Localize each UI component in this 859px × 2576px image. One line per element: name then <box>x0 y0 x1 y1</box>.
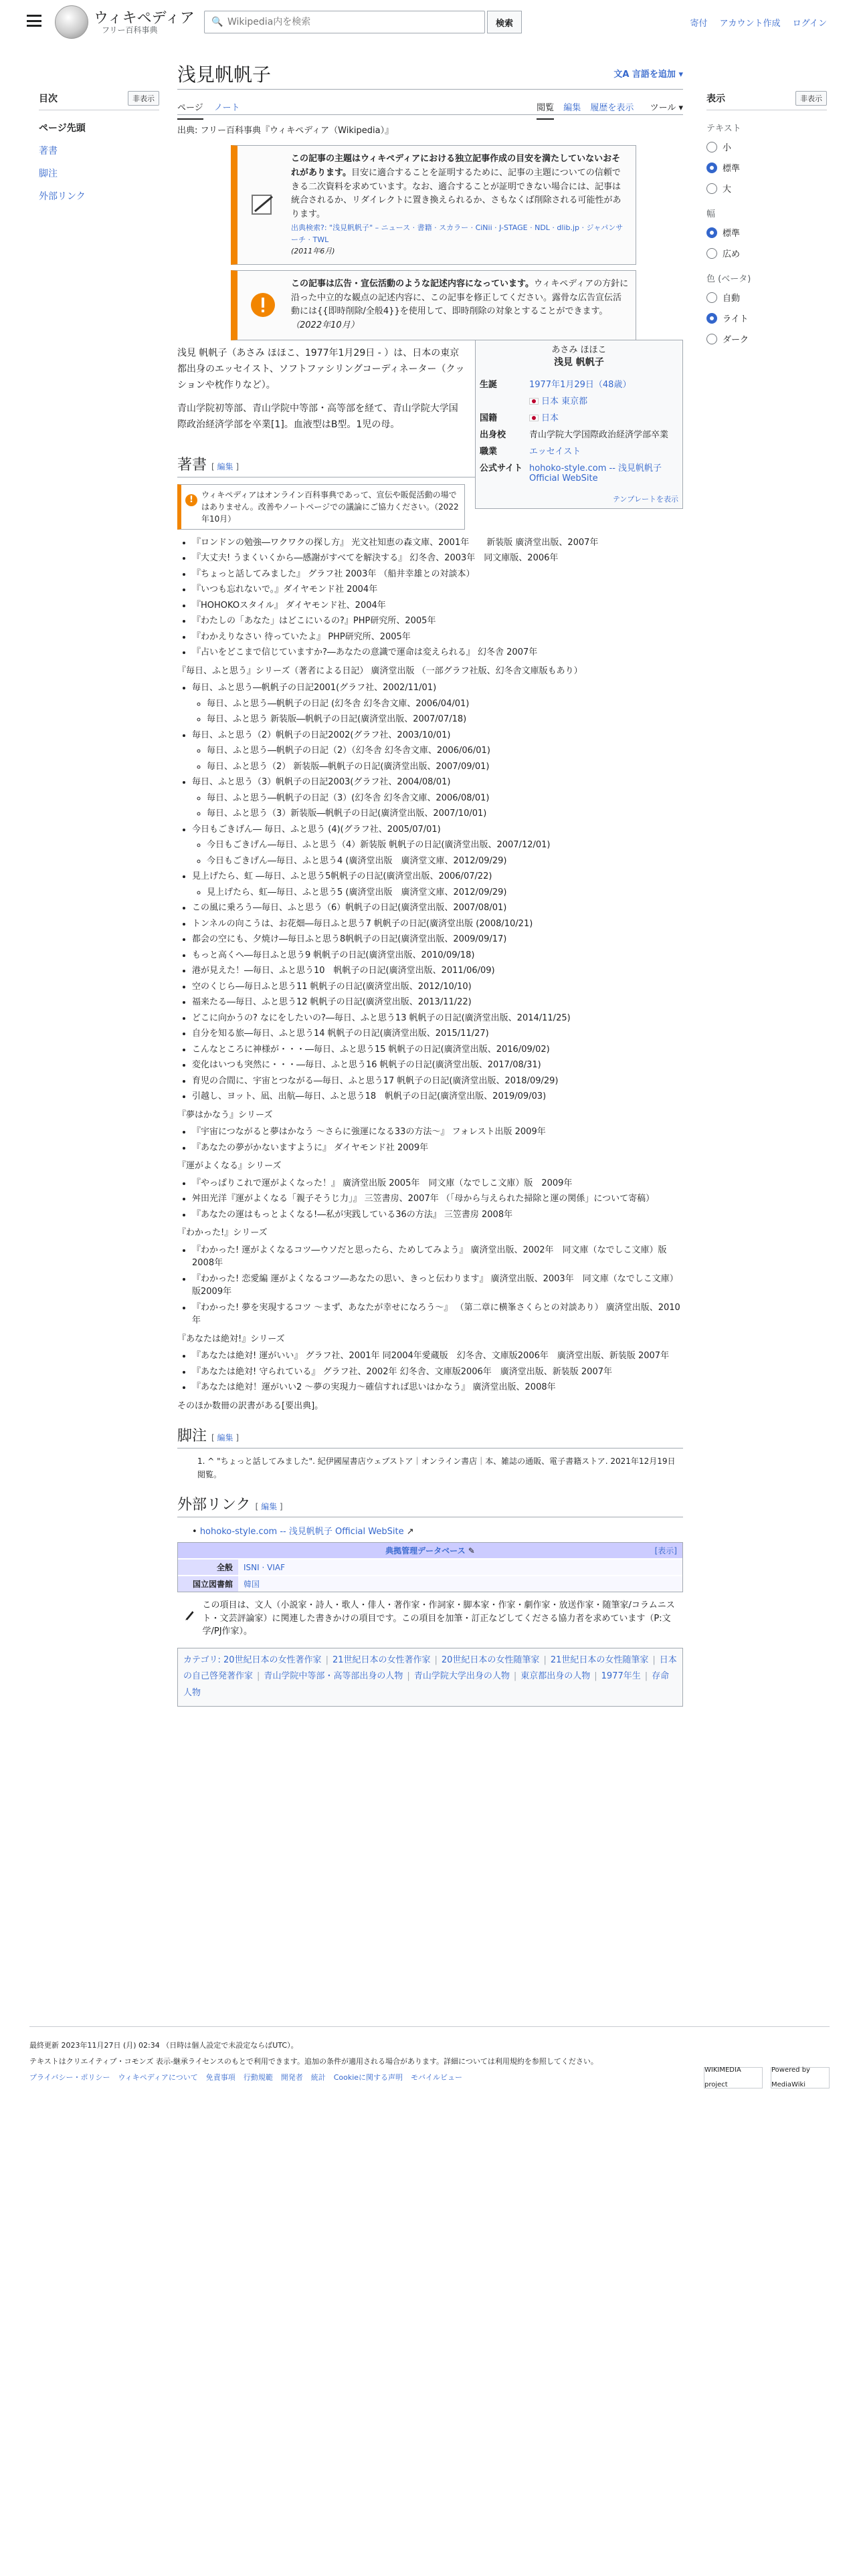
category-link[interactable]: 1977年生 <box>601 1671 641 1682</box>
create-account-link[interactable]: アカウント作成 <box>719 19 781 29</box>
translate-icon: 文A <box>613 70 632 80</box>
book-item: • 『わかえりなさい 待っていたよ』 PHP研究所、2005年 <box>192 631 683 644</box>
toc-sidebar <box>39 91 159 212</box>
lead-section <box>177 346 465 433</box>
infobox-school[interactable]: 青山学院大学国際政治経済学部卒業 <box>529 429 669 440</box>
width-label: 幅 <box>706 209 716 219</box>
closing-note: そのほか数冊の訳書がある[要出典]。 <box>177 1400 324 1411</box>
book-item: • 育児の合間に、宇宙とつながる―毎日、ふと思う17 帆帆子の日記(廣済堂出版、2018/09/29) <box>192 1075 683 1088</box>
infobox-occupation[interactable]: エッセイスト <box>529 446 581 457</box>
books-list: • 『ロンドンの勉強―ワクワクの探し方』 光文社知恵の森文庫、2001年 新装版 廣済堂出版、2007年 • 『大丈夫! うまくいくから―感謝がすべてを解決する』 幻冬舎、2003年 同文庫版、2006年 • 『ちょっと話してみました』 グラフ社 2003年 （船井幸雄との対談本） • 『いつも忘れないで。』ダイヤモンド社 2004年 • 『HOHOKOスタイル』 ダイヤモンド社、2004年 • 『わたしの「あなた」はどこにいるの?』PHP研究所、2005年 • 『わかえりなさい 待っていたよ』 PHP研究所、2005年 • 『占いをどこまで信じていますか?―あなたの意識で運命は変えられる』 幻冬舎 2007年 『毎日、ふと思う』シリーズ（著者による日記） 廣済堂出版 （一部グラフ社版、幻冬舎文庫版もあり） • 毎日、ふと思う―帆帆子の日記2001(グラフ社、2002/11/01) ◦ 毎日、ふと思う―帆帆子の日記 (幻冬舎 幻冬舎文庫、2006/04/01) ◦ 毎日、ふと思う 新装版―帆帆子の日記(廣済堂出版、2007/07/18) • 毎日、ふと思う（2）帆帆子の日記2002(グラフ社、2003/10/01) ◦ 毎日、ふと思う―帆帆子の日記（2）（幻冬舎 幻冬舎文庫、2006/06/01) ◦ 毎日、ふと思う（2） 新装版―帆帆子の日記(廣済堂出版、2007/09/01) • 毎日、ふと思う（3）帆帆子の日記2003(グラフ社、2004/08/01) ◦ 毎日、ふと思う―帆帆子の日記（3）(幻冬舎 幻冬舎文庫、2006/08/01) ◦ 毎日、ふと思う（3）新装版―帆帆子の日記(廣済堂出版、2007/10/01) • 今日もごきげん― 毎日、ふと思う (4)(グラフ社、2005/07/01) ◦ 今日もごきげん―毎日、ふと思う（4）新装版 帆帆子の日記(廣済堂出版、2007/12/01) ◦ 今日もごきげん―毎日、ふと思う4 (廣済堂出版 廣済堂文庫、2012/09/29) • 見上げたら、虹 ―毎日、ふと思う5帆帆子の日記(廣済堂出版、2006/07/22) ◦ 見上げたら、虹―毎日、ふと思う5 (廣済堂出版 廣済堂文庫、2012/09/29) • この風に乗ろう―毎日、ふと思う（6）帆帆子の日記(廣済堂出版、2007/08/01) • トンネルの向こうは、お花畑―毎日ふと思う7 帆帆子の日記(廣済堂出版 (2008/10/21) • 都会の空にも、夕焼け―毎日ふと思う8帆帆子の日記(廣済堂出版、2009/09/17) • もっと高くへ―毎日ふと思う9 帆帆子の日記(廣済堂出版、2010/09/18) • 港が見えた！―毎日、ふと思う10 帆帆子の日記(廣済堂出版、2011/06/09) • 空のくじら―毎日ふと思う11 帆帆子の日記(廣済堂出版、2012/10/10) • 福来たる―毎日、ふと思う12 帆帆子の日記(廣済堂出版、2013/11/22) • どこに向かうの? なにをしたいの?―毎日、ふと思う13 帆帆子の日記(廣済堂出版、2014/11/25) • 自分を知る旅―毎日、ふと思う14 帆帆子の日記(廣済堂出版、2015/11/27) • こんなところに神様が・・・―毎日、ふと思う15 帆帆子の日記(廣済堂出版、2016/09/02) • 変化はいつも突然に・・・―毎日、ふと思う16 帆帆子の日記(廣済堂出版、2017/08/31) • 育児の合間に、宇宙とつながる―毎日、ふと思う17 帆帆子の日記(廣済堂出版、2018/09/29) • 引越し、ヨット、凪、出航―毎日、ふと思う18 帆帆子の日記(廣済堂出版、2019/09/03) 『夢はかなう』シリーズ • 『宇宙につながると夢はかなう 〜さらに強運になる33の方法〜』 フォレスト出版 2009年 • 『あなたの夢がかないますように』 ダイヤモンド社 2009年 『運がよくなる』シリーズ • 『やっぱりこれで運がよくなった！』 廣済堂出版 2005年 同文庫（なでしこ文庫）版 2009年 • 舛田光洋『運がよくなる「親子そうじ力」』 三笠書房、2007年 （「母から与えられた掃除と運の関係」について寄稿） • 『あなたの運はもっとよくなる!―私が実践している36の方法』 三笠書房 2008年 『わかった!』シリーズ • 『わかった! 運がよくなるコツ―ウソだと思ったら、ためしてみよう』 廣済堂出版、2002年 同文庫（なでしこ文庫）版2008年 • 『わかった! 恋愛編 運がよくなるコツ―あなたの思い、きっと伝わります』 廣済堂出版、2003年 同文庫（なでしこ文庫）版2009年 • 『わかった! 夢を実現するコツ ～まず、あなたが幸せになろう～』 （第二章に横峯さくらとの対談あり） 廣済堂出版、2010年 『あなたは絶対!』シリーズ • 『あなたは絶対! 運がいい』 グラフ社、2001年 同2004年愛蔵版 幻冬舎、文庫版2006年 廣済堂出版、新装版 2007年 • 『あなたは絶対! 守られている』 グラフ社、2002年 幻冬舎、文庫版2006年 廣済堂出版、新装版 2007年 • 『あなたは絶対！運がいい2 〜夢の実現力〜確信すれば思いはかなう』 廣済堂出版、2008年 そのほか数冊の訳書がある[要出典]。 <box>177 536 683 1413</box>
width-wide[interactable]: 広め <box>706 247 827 259</box>
book-item: • 『わかった! 夢を実現するコツ ～まず、あなたが幸せになろう～』 （第二章に横峯さくらとの対談あり） 廣済堂出版、2010年 <box>192 1301 683 1327</box>
warning-icon <box>250 292 276 318</box>
width-standard[interactable]: 標準 <box>706 226 827 239</box>
appearance-sidebar <box>706 91 827 353</box>
search-icon: 🔍 <box>211 17 223 27</box>
site-sub: 出典: フリー百科事典『ウィキペディア（Wikipedia）』 <box>177 126 394 136</box>
category-separator: | <box>652 1654 656 1665</box>
book-item: • どこに向かうの? なにをしたいの?―毎日、ふと思う13 帆帆子の日記(廣済堂出版、2014/11/25) <box>192 1012 683 1025</box>
wikipedia-globe-logo[interactable] <box>55 5 88 39</box>
page-tabs <box>177 90 683 115</box>
book-item: • 見上げたら、虹 ―毎日、ふと思う5帆帆子の日記(廣済堂出版、2006/07/22) ◦ 見上げたら、虹―毎日、ふと思う5 (廣済堂出版 廣済堂文庫、2012/09/29) <box>192 870 683 899</box>
category-link[interactable]: 青山学院大学出身の人物 <box>413 1671 510 1682</box>
book-item: • 『あなたの夢がかないますように』 ダイヤモンド社 2009年 <box>192 1142 683 1155</box>
edit-icon: ✎ <box>468 1546 475 1556</box>
personal-tools <box>680 16 827 29</box>
logo-subtitle: フリー百科事典 <box>102 25 158 35</box>
book-sub-item: ◦ 毎日、ふと思う（3）新装版―帆帆子の日記(廣済堂出版、2007/10/01) <box>207 807 683 821</box>
book-sub-item: ◦ 今日もごきげん―毎日、ふと思う（4）新装版 帆帆子の日記(廣済堂出版、2007/12/01) <box>207 839 683 852</box>
toc-item-top[interactable]: ページ先頭 <box>39 123 86 134</box>
book-item: • トンネルの向こうは、お花畑―毎日ふと思う7 帆帆子の日記(廣済堂出版 (2008/10/21) <box>192 918 683 931</box>
search-box <box>204 11 485 33</box>
color-light[interactable]: ライト <box>706 312 827 324</box>
authority-control: 典拠管理データベース ✎ [表示] 全般 ISNI · VIAF 国立図書館 韓国 <box>177 1542 683 1592</box>
book-sub-item: ◦ 今日もごきげん―毎日、ふと思う4 (廣済堂出版 廣済堂文庫、2012/09/29) <box>207 855 683 868</box>
book-item: • 『あなたの運はもっとよくなる!―私が実践している36の方法』 三笠書房 2008年 <box>192 1208 683 1222</box>
login-link[interactable]: ログイン <box>792 19 827 29</box>
footer-link[interactable]: 統計 <box>310 2073 326 2082</box>
book-item: • 『あなたは絶対! 運がいい』 グラフ社、2001年 同2004年愛蔵版 幻冬舎、文庫版2006年 廣済堂出版、新装版 2007年 <box>192 1350 683 1363</box>
japan-flag-icon <box>529 398 539 405</box>
book-item: • 変化はいつも突然に・・・―毎日、ふと思う16 帆帆子の日記(廣済堂出版、2017/08/31) <box>192 1059 683 1072</box>
category-link[interactable]: 日本の自己啓発著作家 <box>183 1654 677 1682</box>
authority-national[interactable]: 韓国 <box>238 1576 682 1592</box>
tab-read[interactable]: 閲覧 <box>537 103 554 120</box>
books-edit-link[interactable]: 編集 <box>217 461 233 471</box>
book-item: • 『ロンドンの勉強―ワクワクの探し方』 光文社知恵の森文庫、2001年 新装版 廣済堂出版、2007年 <box>192 536 683 550</box>
logo-title[interactable]: ウィキペディア <box>94 10 195 27</box>
book-item: • 空のくじら―毎日ふと思う11 帆帆子の日記(廣済堂出版、2012/10/10) <box>192 980 683 994</box>
tab-talk[interactable]: ノート <box>213 103 240 113</box>
toc-item-refs[interactable]: 脚注 <box>39 169 58 179</box>
category-separator: | <box>325 1654 328 1665</box>
appearance-hide-button[interactable]: 非表示 <box>795 91 827 106</box>
donate-link[interactable]: 寄付 <box>690 19 708 29</box>
book-item: • 『あなたは絶対! 守られている』 グラフ社、2002年 幻冬舎、文庫版2006年 廣済堂出版、新装版 2007年 <box>192 1366 683 1379</box>
category-separator: | <box>434 1654 438 1665</box>
color-label: 色 (ベータ) <box>706 274 751 284</box>
category-link[interactable]: 20世紀日本の女性著作家 <box>223 1654 322 1665</box>
toc-item-external[interactable]: 外部リンク <box>39 191 86 202</box>
search-button[interactable]: 検索 <box>487 11 522 33</box>
book-item: • 都会の空にも、夕焼け―毎日ふと思う8帆帆子の日記(廣済堂出版、2009/09/17) <box>192 933 683 946</box>
book-item: • もっと高くへ―毎日ふと思う9 帆帆子の日記(廣済堂出版、2010/09/18) <box>192 949 683 962</box>
warning-icon: ! <box>185 494 197 506</box>
pen-icon <box>184 1603 195 1627</box>
official-site-link[interactable]: hohoko-style.com -- 浅見帆帆子 Official WebSite <box>199 1526 404 1537</box>
book-item: • 『いつも忘れないで。』ダイヤモンド社 2004年 <box>192 583 683 597</box>
book-item: • 『HOHOKOスタイル』 ダイヤモンド社、2004年 <box>192 599 683 613</box>
category-separator: | <box>543 1654 547 1665</box>
appearance-title: 表示 <box>706 94 725 104</box>
infobox: あさみ ほほこ 浅見 帆帆子 生誕 1977年1月29日（48歳） 日本 東京都 国籍 日本 出身校 青山学院大学国際政治経済学部卒業 職業 エッセイスト 公式サイト hohoko-style.com -- 浅見帆帆子 Official WebSite テンプレートを表示 <box>475 340 683 509</box>
text-size-label: テキスト <box>706 124 741 134</box>
text-size-standard[interactable]: 標準 <box>706 161 827 174</box>
book-item: • 港が見えた！―毎日、ふと思う10 帆帆子の日記(廣済堂出版、2011/06/09) <box>192 964 683 978</box>
infobox-nationality[interactable]: 日本 <box>541 413 559 423</box>
book-item: • 『わかった! 運がよくなるコツ―ウソだと思ったら、ためしてみよう』 廣済堂出版、2002年 同文庫（なでしこ文庫）版2008年 <box>192 1244 683 1270</box>
book-sub-item: ◦ 毎日、ふと思う―帆帆子の日記（2）（幻冬舎 幻冬舎文庫、2006/06/01) <box>207 744 683 758</box>
book-item: • 引越し、ヨット、凪、出航―毎日、ふと思う18 帆帆子の日記(廣済堂出版、2019/09/03) <box>192 1090 683 1103</box>
notability-icon <box>250 191 276 218</box>
book-item: • 『わかった! 恋愛編 運がよくなるコツ―あなたの思い、きっと伝わります』 廣済堂出版、2003年 同文庫（なでしこ文庫）版2009年 <box>192 1273 683 1299</box>
book-sub-item: ◦ 毎日、ふと思う―帆帆子の日記 (幻冬舎 幻冬舎文庫、2006/04/01) <box>207 697 683 711</box>
category-separator: | <box>513 1671 517 1682</box>
tab-tools[interactable]: ツール ▾ <box>650 103 683 113</box>
refs-edit-link[interactable]: 編集 <box>217 1433 233 1443</box>
category-link[interactable]: 東京都出身の人物 <box>520 1671 591 1682</box>
category-link[interactable]: 21世紀日本の女性著作家 <box>332 1654 431 1665</box>
color-dark[interactable]: ダーク <box>706 332 827 345</box>
tab-edit[interactable]: 編集 <box>563 103 581 113</box>
book-sub-item: ◦ 毎日、ふと思う（2） 新装版―帆帆子の日記(廣済堂出版、2007/09/01) <box>207 760 683 774</box>
mediawiki-badge[interactable]: Powered by MediaWiki <box>771 2067 830 2088</box>
books-ad-notice: ! ウィキペディアはオンライン百科事典であって、宣伝や販促活動の場ではありません。改善やノートページでの議論にご協力ください。（2022年10月） <box>177 484 465 530</box>
tab-page[interactable]: ページ <box>177 103 203 120</box>
footer-link[interactable]: 行動規範 <box>243 2073 273 2082</box>
book-sub-item: ◦ 見上げたら、虹―毎日、ふと思う5 (廣済堂出版 廣済堂文庫、2012/09/29) <box>207 886 683 899</box>
book-item: • 『あなたは絶対！運がいい2 〜夢の実現力〜確信すれば思いはかなう』 廣済堂出版、2008年 <box>192 1381 683 1394</box>
stub-notice: この項目は、文人（小説家・詩人・歌人・俳人・著作家・作詞家・脚本家・作家・劇作家・放送作家・随筆家/コラムニスト・文芸評論家）に関連した書きかけの項目です。この項目を加筆・訂正などしてくださる協力者を求めています（P:文学/PJ作家）。 <box>184 1599 683 1638</box>
toc-item-books[interactable]: 著書 <box>39 146 58 156</box>
footer-link[interactable]: ウィキペディアについて <box>118 2073 198 2082</box>
infobox-kana: あさみ ほほこ <box>551 345 607 355</box>
external-edit-link[interactable]: 編集 <box>261 1501 278 1511</box>
book-item: • こんなところに神様が・・・―毎日、ふと思う15 帆帆子の日記(廣済堂出版、2016/09/02) <box>192 1043 683 1057</box>
book-item: • 舛田光洋『運がよくなる「親子そうじ力」』 三笠書房、2007年 （「母から与えられた掃除と運の関係」について寄稿） <box>192 1192 683 1206</box>
authority-toggle[interactable]: [表示] <box>654 1546 677 1556</box>
footer-link[interactable]: 免責事項 <box>205 2073 235 2082</box>
advertising-notice: この記事は広告・宣伝活動のような記述内容になっています。ウィキペディアの方針に沿った中立的な観点の記述内容に、この記事を修正してください。露骨な広告宣伝活動には{{即時削除/全般4}}を使用して、即時削除の対象とすることができます。（2022年10月） <box>231 270 636 340</box>
external-heading: 外部リンク [ 編集 ] <box>177 1493 683 1517</box>
category-separator: | <box>407 1671 410 1682</box>
authority-title[interactable]: 典拠管理データベース <box>385 1546 466 1556</box>
license-text: テキストはクリエイティブ・コモンズ 表示-継承ライセンスのもとで利用できます。追加の条件が適用される場合があります。詳細については利用規約を参照してください。 <box>29 2057 598 2066</box>
book-item: • 『やっぱりこれで運がよくなった！』 廣済堂出版 2005年 同文庫（なでしこ文庫）版 2009年 <box>192 1177 683 1190</box>
toc-hide-button[interactable]: 非表示 <box>128 91 159 106</box>
text-size-large[interactable]: 大 <box>706 182 827 195</box>
lead-paragraph-2: 青山学院初等部、青山学院中等部・高等部を経て、青山学院大学国際政治経済学部を卒業[1]。血液型はB型。1児の母。 <box>177 403 458 431</box>
category-links <box>177 1648 683 1707</box>
book-sub-item: ◦ 毎日、ふと思う 新装版―帆帆子の日記(廣済堂出版、2007/07/18) <box>207 713 683 726</box>
lead-paragraph-1: 浅見 帆帆子（あさみ ほほこ、1977年1月29日 - ）は、日本の東京都出身のエッセイスト、ソフトファシリングコーディネーター（クッションや枕作りなど）。 <box>177 347 465 391</box>
refs-heading: 脚注 [ 編集 ] <box>177 1424 683 1448</box>
add-languages-button[interactable]: 文A 言語を追加 ▾ <box>613 70 683 80</box>
category-link[interactable]: 20世紀日本の女性随筆家 <box>441 1654 540 1665</box>
book-item: • 自分を知る旅―毎日、ふと思う14 帆帆子の日記(廣済堂出版、2015/11/27) <box>192 1027 683 1041</box>
book-item: • 『宇宙につながると夢はかなう 〜さらに強運になる33の方法〜』 フォレスト出版 2009年 <box>192 1125 683 1139</box>
book-item: • 今日もごきげん― 毎日、ふと思う (4)(グラフ社、2005/07/01) ◦ 今日もごきげん―毎日、ふと思う（4）新装版 帆帆子の日記(廣済堂出版、2007/12/01) ◦ 今日もごきげん―毎日、ふと思う4 (廣済堂出版 廣済堂文庫、2012/09/29) <box>192 823 683 868</box>
tab-history[interactable]: 履歴を表示 <box>590 103 634 113</box>
book-item: • 福来たる―毎日、ふと思う12 帆帆子の日記(廣済堂出版、2013/11/22) <box>192 996 683 1009</box>
footer-link[interactable]: 開発者 <box>280 2073 303 2082</box>
category-link[interactable]: 存命人物 <box>183 1671 670 1699</box>
infobox-birth[interactable]: 1977年1月29日（48歳） <box>529 379 632 390</box>
text-size-small[interactable]: 小 <box>706 140 827 153</box>
color-auto[interactable]: 自動 <box>706 291 827 304</box>
last-modified: 最終更新 2023年11月27日 (月) 02:34 （日時は個人設定で未設定ならばUTC）。 <box>29 2041 298 2050</box>
notability-notice: この記事の主題はウィキペディアにおける独立記事作成の目安を満たしていないおそれがあります。目安に適合することを証明するために、記事の主題についての信頼できる二次資料を求めています。なお、適合することが証明できない場合には、記事は統合されるか、リダイレクトに置き換えられるか、さもなくば削除される可能性があります。 出典検索?: "浅見帆帆子" – ニュース · 書籍 · スカラー · CiNii · J-STAGE · NDL · dlib.jp · ジャパンサーチ · TWL (2011年6月) <box>231 145 636 265</box>
footer-link[interactable]: Cookieに関する声明 <box>333 2073 403 2082</box>
menu-icon[interactable] <box>27 15 41 27</box>
category-separator: | <box>257 1671 260 1682</box>
book-sub-item: ◦ 毎日、ふと思う―帆帆子の日記（3）(幻冬舎 幻冬舎文庫、2006/08/01) <box>207 792 683 805</box>
show-template-link[interactable]: テンプレートを表示 <box>612 494 678 504</box>
search-input[interactable] <box>227 15 475 29</box>
book-item: • 毎日、ふと思う（3）帆帆子の日記2003(グラフ社、2004/08/01) ◦ 毎日、ふと思う―帆帆子の日記（3）(幻冬舎 幻冬舎文庫、2006/08/01) ◦ 毎日、ふと思う（3）新装版―帆帆子の日記(廣済堂出版、2007/10/01) <box>192 776 683 821</box>
page-title: 浅見帆帆子 <box>177 64 272 86</box>
book-item: • 『占いをどこまで信じていますか?―あなたの意識で運命は変えられる』 幻冬舎 2007年 <box>192 646 683 659</box>
infobox-name: 浅見 帆帆子 <box>554 357 604 368</box>
categories-label[interactable]: カテゴリ: <box>183 1654 221 1665</box>
category-separator: | <box>594 1671 597 1682</box>
authority-general[interactable]: ISNI · VIAF <box>238 1559 682 1576</box>
category-separator: | <box>644 1671 648 1682</box>
source-search-links[interactable]: 出典検索?: "浅見帆帆子" – ニュース · 書籍 · スカラー · CiNii · J-STAGE · NDL · dlib.jp · ジャパンサーチ · TWL <box>291 223 624 244</box>
article-content: 浅見帆帆子 文A 言語を追加 ▾ ページ ノート 閲覧 編集 履歴を表示 ツール ▾ 出典: フリー百科事典『ウィキペディア（Wikipedia）』 この記事の主題はウィキペディアにおける独立記事作成の目安を満たしていないおそれがあります。目安に適合することを証明するために、記事の主題についての信頼できる二次資料を求めています。なお、適合することが証明できない場合には、記事は統合されるか、リダイレクトに置き換えられるか、さもなくば削除される可能性があります。 出典検索?: "浅見帆帆子" – ニュース · 書籍 · スカラー · CiNii · J-STAGE · NDL · dlib.jp · ジャパンサーチ · TWL (2011年6月) この記事は広告・宣伝活動のような記述内容になっています。ウィキペディアの方針に沿った中立的な観点の記述内容に、この記事を修正してください。露骨な広告宣伝活動には{{即時削除/全般4}}を使用して、即時削除の対象とすることができます。（2022年10月） あさみ ほほこ 浅見 帆帆子 生誕 1977年1月29日（48歳） 日本 東京都 国籍 日本 出身校 青山学院大学国際政治経済学部卒業 職業 エッセイスト 公式サイト hohoko-style.com -- 浅見帆帆子 Official WebSite テンプレートを表示 浅見 帆帆子（あさみ ほほこ、1977年1月29日 - ）は、日本の東京都出身のエッセイスト、ソフトファシリングコーディネーター（クッションや枕作りなど）。 青山学院初等部、青山学院中等部・高等部を経て、青山学院大学国際政治経済学部を卒業[1]。血液型はB型。1児の母。 著書 [ 編集 ] ! ウィキペディアはオンライン百科事典であって、宣伝や販促活動の場ではありません。改善やノートページでの議論にご協力ください。（2022年10月） • 『ロンドンの勉強―ワクワクの探し方』 光文社知恵の森文庫、2001年 新装版 廣済堂出版、2007年 • 『大丈夫! うまくいくから―感謝がすべてを解決する』 幻冬舎、2003年 同文庫版、2006年 • 『ちょっと話してみました』 グラフ社 2003年 （船井幸雄との対談本） • 『いつも忘れないで。』ダイヤモンド社 2004年 • 『HOHOKOスタイル』 ダイヤモンド社、2004年 • 『わたしの「あなた」はどこにいるの?』PHP研究所、2005年 • 『わかえりなさい 待っていたよ』 PHP研究所、2005年 • 『占いをどこまで信じていますか?―あなたの意識で運命は変えられる』 幻冬舎 2007年 『毎日、ふと思う』シリーズ（著者による日記） 廣済堂出版 （一部グラフ社版、幻冬舎文庫版もあり） • 毎日、ふと思う―帆帆子の日記2001(グラフ社、2002/11/01) ◦ 毎日、ふと思う―帆帆子の日記 (幻冬舎 幻冬舎文庫、2006/04/01) ◦ 毎日、ふと思う 新装版―帆帆子の日記(廣済堂出版、2007/07/18) • 毎日、ふと思う（2）帆帆子の日記2002(グラフ社、2003/10/01) ◦ 毎日、ふと思う―帆帆子の日記（2）（幻冬舎 幻冬舎文庫、2006/06/01) ◦ 毎日、ふと思う（2） 新装版―帆帆子の日記(廣済堂出版、2007/09/01) • 毎日、ふと思う（3）帆帆子の日記2003(グラフ社、2004/08/01) ◦ 毎日、ふと思う―帆帆子の日記（3）(幻冬舎 幻冬舎文庫、2006/08/01) ◦ 毎日、ふと思う（3）新装版―帆帆子の日記(廣済堂出版、2007/10/01) • 今日もごきげん― 毎日、ふと思う (4)(グラフ社、2005/07/01) ◦ 今日もごきげん―毎日、ふと思う（4）新装版 帆帆子の日記(廣済堂出版、2007/12/01) ◦ 今日もごきげん―毎日、ふと思う4 (廣済堂出版 廣済堂文庫、2012/09/29) • 見上げたら、虹 ―毎日、ふと思う5帆帆子の日記(廣済堂出版、2006/07/22) ◦ 見上げたら、虹―毎日、ふと思う5 (廣済堂出版 廣済堂文庫、2012/09/29) • この風に乗ろう―毎日、ふと思う（6）帆帆子の日記(廣済堂出版、2007/08/01) • トンネルの向こうは、お花畑―毎日ふと思う7 帆帆子の日記(廣済堂出版 (2008/10/21) • 都会の空にも、夕焼け―毎日ふと思う8帆帆子の日記(廣済堂出版、2009/09/17) • もっと高くへ―毎日ふと思う9 帆帆子の日記(廣済堂出版、2010/09/18) • 港が見えた！―毎日、ふと思う10 帆帆子の日記(廣済堂出版、2011/06/09) • 空のくじら―毎日ふと思う11 帆帆子の日記(廣済堂出版、2012/10/10) • 福来たる―毎日、ふと思う12 帆帆子の日記(廣済堂出版、2013/11/22) • どこに向かうの? なにをしたいの?―毎日、ふと思う13 帆帆子の日記(廣済堂出版、2014/11/25) • 自分を知る旅―毎日、ふと思う14 帆帆子の日記(廣済堂出版、2015/11/27) • こんなところに神様が・・・―毎日、ふと思う15 帆帆子の日記(廣済堂出版、2016/09/02) • 変化はいつも突然に・・・―毎日、ふと思う16 帆帆子の日記(廣済堂出版、2017/08/31) • 育児の合間に、宇宙とつながる―毎日、ふと思う17 帆帆子の日記(廣済堂出版、2018/09/29) • 引越し、ヨット、凪、出航―毎日、ふと思う18 帆帆子の日記(廣済堂出版、2019/09/03) 『夢はかなう』シリーズ • 『宇宙につながると夢はかなう 〜さらに強運になる33の方法〜』 フォレスト出版 2009年 • 『あなたの夢がかないますように』 ダイヤモンド社 2009年 『運がよくなる』シリーズ • 『やっぱりこれで運がよくなった！』 廣済堂出版 2005年 同文庫（なでしこ文庫）版 2009年 • 舛田光洋『運がよくなる「親子そうじ力」』 三笠書房、2007年 （「母から与えられた掃除と運の関係」について寄稿） • 『あなたの運はもっとよくなる!―私が実践している36の方法』 三笠書房 2008年 『わかった!』シリーズ • 『わかった! 運がよくなるコツ―ウソだと思ったら、ためしてみよう』 廣済堂出版、2002年 同文庫（なでしこ文庫）版2008年 • 『わかった! 恋愛編 運がよくなるコツ―あなたの思い、きっと伝わります』 廣済堂出版、2003年 同文庫（なでしこ文庫）版2009年 • 『わかった! 夢を実現するコツ ～まず、あなたが幸せになろう～』 （第二章に横峯さくらとの対談あり） 廣済堂出版、2010年 『あなたは絶対!』シリーズ • 『あなたは絶対! 運がいい』 グラフ社、2001年 同2004年愛蔵版 幻冬舎、文庫版2006年 廣済堂出版、新装版 2007年 • 『あなたは絶対! 守られている』 グラフ社、2002年 幻冬舎、文庫版2006年 廣済堂出版、新装版 2007年 • 『あなたは絶対！運がいい2 〜夢の実現力〜確信すれば思いはかなう』 廣済堂出版、2008年 そのほか数冊の訳書がある[要出典]。 脚注 [ 編集 ] 1. ^ "ちょっと話してみました". 紀伊國屋書店ウェブストア｜オンライン書店｜本、雑誌の通販、電子書籍ストア. 2021年12月19日閲覧。 外部リンク [ 編集 ] • hohoko-style.com -- 浅見帆帆子 Official WebSite ↗ 典拠管理データベース ✎ [表示] 全般 ISNI · VIAF 国立図書館 韓国 この項目は、文人（小説家・詩人・歌人・俳人・著作家・作詞家・脚本家・作家・劇作家・放送作家・随筆家/コラムニスト・文芸評論家）に関連した書きかけの項目です。この項目を加筆・訂正などしてくださる協力者を求めています（P:文学/PJ作家）。 カテゴリ: 20世紀日本の女性著作家 | 21世紀日本の女性著作家 | 20世紀日本の女性随筆家 | 21世紀日本の女性随筆家 | 日本の自己啓発著作家 | 青山学院中等部・高等部出身の人物 | 青山学院大学出身の人物 | 東京都出身の人物 | 1977年生 | 存命人物 <box>177 60 683 1707</box>
footer-link[interactable]: プライバシー・ポリシー <box>29 2073 110 2082</box>
infobox-birthplace[interactable]: 日本 東京都 <box>541 396 588 407</box>
category-link[interactable]: 21世紀日本の女性随筆家 <box>550 1654 649 1665</box>
footer-link[interactable]: モバイルビュー <box>411 2073 463 2082</box>
category-link[interactable]: 青山学院中等部・高等部出身の人物 <box>264 1671 403 1682</box>
wikimedia-badge[interactable]: WIKIMEDIA project <box>704 2067 763 2088</box>
page-footer <box>29 2026 830 2086</box>
japan-flag-icon <box>529 415 539 421</box>
book-item: • 毎日、ふと思う―帆帆子の日記2001(グラフ社、2002/11/01) ◦ 毎日、ふと思う―帆帆子の日記 (幻冬舎 幻冬舎文庫、2006/04/01) ◦ 毎日、ふと思う 新装版―帆帆子の日記(廣済堂出版、2007/07/18) <box>192 681 683 726</box>
site-header <box>0 0 859 47</box>
book-item: • 毎日、ふと思う（2）帆帆子の日記2002(グラフ社、2003/10/01) ◦ 毎日、ふと思う―帆帆子の日記（2）（幻冬舎 幻冬舎文庫、2006/06/01) ◦ 毎日、ふと思う（2） 新装版―帆帆子の日記(廣済堂出版、2007/09/01) <box>192 729 683 774</box>
books-heading: 著書 [ 編集 ] <box>177 453 683 477</box>
book-item: • 『大丈夫! うまくいくから―感謝がすべてを解決する』 幻冬舎、2003年 同文庫版、2006年 <box>192 552 683 565</box>
book-item: • 『わたしの「あなた」はどこにいるの?』PHP研究所、2005年 <box>192 615 683 628</box>
toc-title: 目次 <box>39 94 58 104</box>
book-item: • この風に乗ろう―毎日、ふと思う（6）帆帆子の日記(廣済堂出版、2007/08/01) <box>192 901 683 915</box>
infobox-website[interactable]: hohoko-style.com -- 浅見帆帆子 Official WebSite <box>529 463 662 484</box>
book-item: • 『ちょっと話してみました』 グラフ社 2003年 （船井幸雄との対談本） <box>192 568 683 581</box>
reference-1: 1. ^ "ちょっと話してみました". 紀伊國屋書店ウェブストア｜オンライン書店｜本、雑誌の通販、電子書籍ストア. 2021年12月19日閲覧。 <box>197 1457 676 1479</box>
